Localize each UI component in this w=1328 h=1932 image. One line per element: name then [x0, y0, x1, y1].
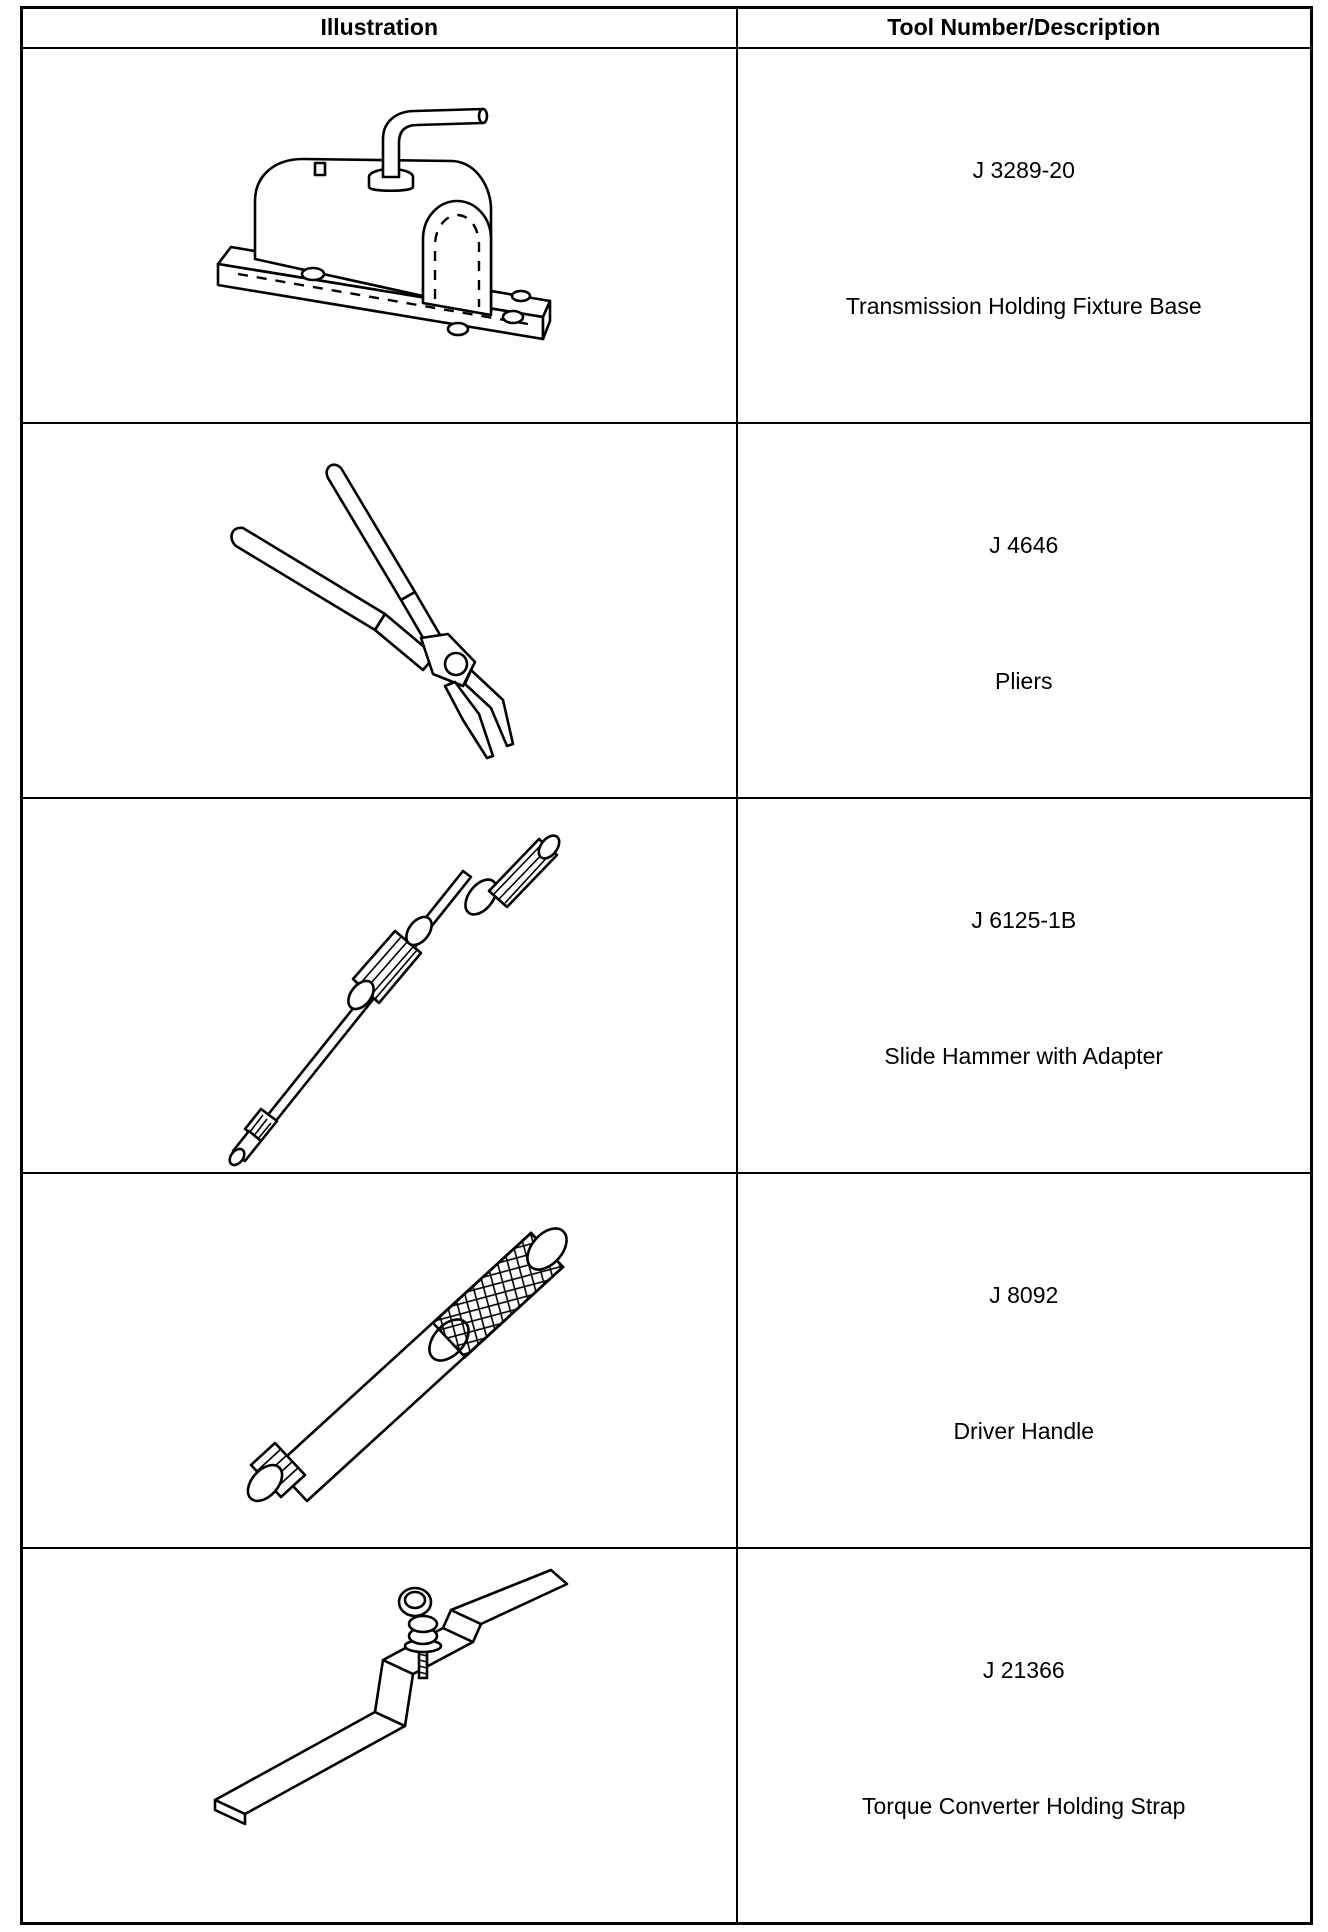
table-header-row [22, 8, 1312, 48]
driver-handle-icon [23, 1175, 738, 1547]
illustration-column-header: Illustration [22, 8, 737, 48]
pliers-icon [23, 424, 738, 796]
tool-info-cell [737, 423, 1312, 798]
table-row [22, 1173, 1312, 1548]
illustration-cell [22, 1548, 737, 1923]
tool-description: Slide Hammer with Adapter [884, 1042, 1164, 1069]
special-tools-table [20, 6, 1313, 1925]
slide-hammer-icon [23, 799, 738, 1171]
illustration-cell [22, 423, 737, 798]
tool-number: J 3289-20 [972, 156, 1075, 183]
table-row [22, 48, 1312, 423]
illustration-cell [22, 1173, 737, 1548]
holding-strap-icon [23, 1550, 738, 1922]
holding-fixture-base-icon [23, 49, 738, 421]
tool-info-cell [737, 48, 1312, 423]
table-row [22, 1548, 1312, 1923]
tool-info-cell [737, 798, 1312, 1173]
tool-description: Pliers [994, 667, 1053, 694]
tool-number: J 6125-1B [971, 906, 1077, 933]
tool-description: Torque Converter Holding Strap [862, 1793, 1186, 1820]
tool-number: J 4646 [989, 531, 1059, 558]
tool-description: Driver Handle [953, 1418, 1095, 1445]
tool-info-cell [737, 1548, 1312, 1923]
tool-column-header: Tool Number/Description [737, 8, 1312, 48]
illustration-cell [22, 798, 737, 1173]
tool-number: J 8092 [989, 1282, 1059, 1309]
tool-info-cell [737, 1173, 1312, 1548]
table-row [22, 423, 1312, 798]
illustration-cell [22, 48, 737, 423]
tool-description: Transmission Holding Fixture Base [845, 292, 1202, 319]
tool-number: J 21366 [982, 1657, 1065, 1684]
table-row [22, 798, 1312, 1173]
